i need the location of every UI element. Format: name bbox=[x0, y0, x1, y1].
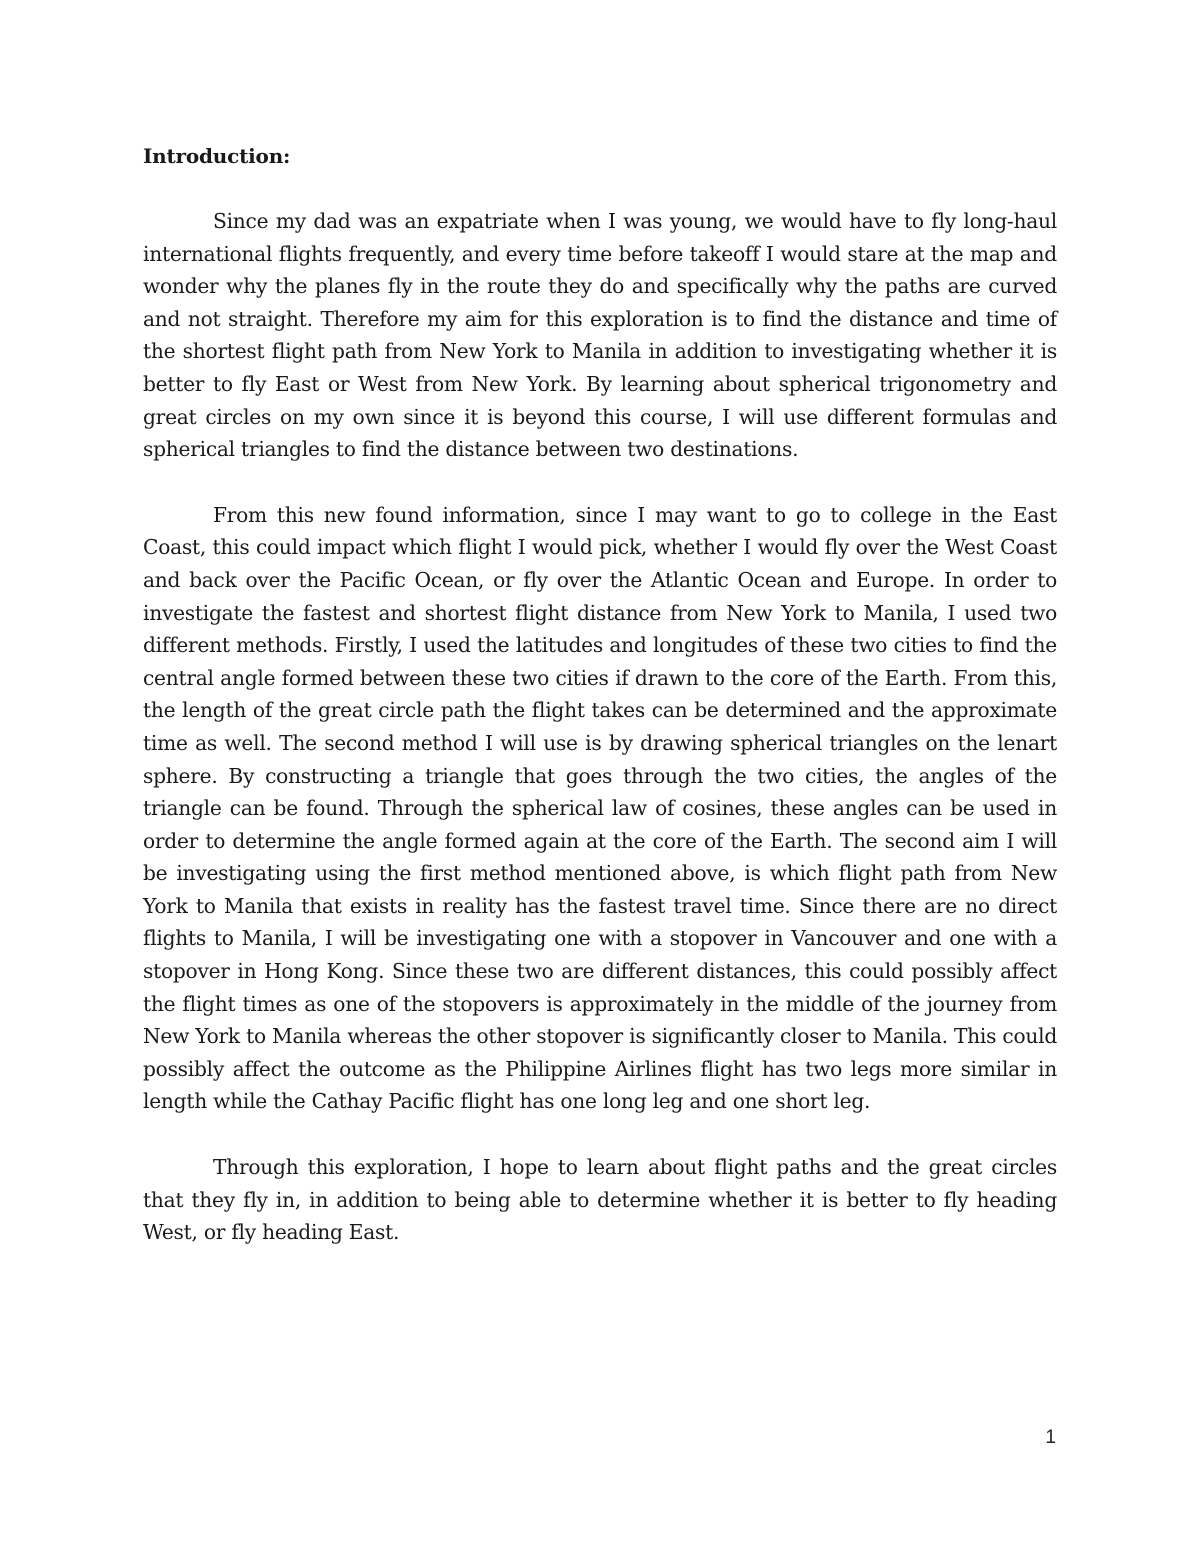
paragraph-1: Since my dad was an expatriate when I was young, we would have to fly long-haul international flights frequently, and every time before takeoff I would stare at the map and wonder why the planes fly in the route they do and specifically why the paths are curved and not straight. Therefore my aim for this exploration is to find the distance and time of the shortest flight path from New York to Manila in addition to investigating whether it is better to fly East or West from New York. By learning about spherical trigonometry and great circles on my own since it is beyond this course, I will use different formulas and spherical triangles to find the distance between two destinations. bbox=[143, 209, 1057, 462]
paragraph-3: Through this exploration, I hope to learn about flight paths and the great circles that they fly in, in addition to being able to determine whether it is better to fly heading West, or fly heading East. bbox=[143, 1155, 1057, 1245]
paragraph-2: From this new found information, since I may want to go to college in the East Coast, this could impact which flight I would pick, whether I would fly over the West Coast and back over the Pacific Ocean, or fly over the Atlantic Ocean and Europe. In order to investigate the fastest and shortest flight distance from New York to Manila, I used two different methods. Firstly, I used the latitudes and longitudes of these two cities to find the central angle formed between these two cities if drawn to the core of the Earth. From this, the length of the great circle path the flight takes can be determined and the approximate time as well. The second method I will use is by drawing spherical triangles on the lenart sphere. By constructing a triangle that goes through the two cities, the angles of the triangle can be found. Through the spherical law of cosines, these angles can be used in order to determine the angle formed again at the core of the Earth. The second aim I will be investigating using the first method mentioned above, is which flight path from New York to Manila that exists in reality has the fastest travel time. Since there are no direct flights to Manila, I will be investigating one with a stopover in Vancouver and one with a stopover in Hong Kong. Since these two are different distances, this could possibly affect the flight times as one of the stopovers is approximately in the middle of the journey from New York to Manila whereas the other stopover is significantly closer to Manila. This could possibly affect the outcome as the Philippine Airlines flight has two legs more similar in length while the Cathay Pacific flight has one long leg and one short leg. bbox=[143, 502, 1057, 1114]
page-number: 1 bbox=[1045, 1427, 1056, 1448]
document-body bbox=[143, 205, 1057, 1281]
section-heading: Introduction: bbox=[143, 144, 291, 168]
